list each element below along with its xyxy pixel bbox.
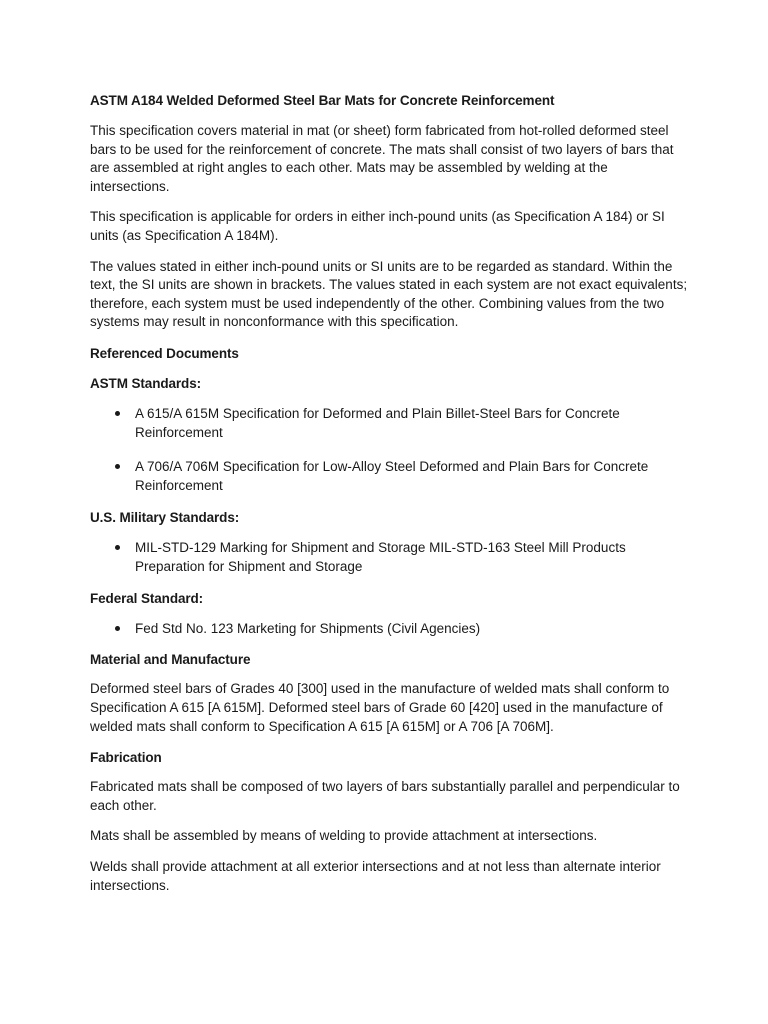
bullet-icon: [115, 464, 120, 469]
bullet-icon: [115, 411, 120, 416]
astm-standards-heading: ASTM Standards:: [90, 375, 202, 391]
list-item: [90, 404, 690, 443]
military-standards-heading: U.S. Military Standards:: [90, 509, 240, 525]
list-item: [90, 457, 690, 496]
list-item-text: Fed Std No. 123 Marketing for Shipments (Civil Agencies): [135, 620, 481, 636]
list-item: [90, 619, 690, 639]
astm-standards-list: [90, 404, 690, 496]
intro-paragraph: The values stated in either inch-pound units or SI units are to be regarded as standard. Within the text, the SI units are shown in brackets. The values stated in each system are not exact equivalents; therefore, each system must be used independently of the other. Combining values from the two systems may result in nonconformance with this specification.: [90, 258, 688, 330]
material-manufacture-heading: Material and Manufacture: [90, 652, 251, 668]
federal-standard-list: [90, 619, 690, 639]
document-page: [90, 91, 690, 907]
fabrication-paragraph: Welds shall provide attachment at all exterior intersections and at not less than alternate interior intersections.: [90, 859, 661, 893]
bullet-icon: [115, 545, 120, 550]
intro-paragraph: This specification covers material in mat (or sheet) form fabricated from hot-rolled deformed steel bars to be used for the reinforcement of concrete. The mats shall consist of two layers of bars that are assembled at right angles to each other. Mats may be assembled by welding at the intersections.: [90, 123, 674, 194]
material-paragraph: Deformed steel bars of Grades 40 [300] used in the manufacture of welded mats shall conform to Specification A 615 [A 615M]. Deformed steel bars of Grade 60 [420] used in the manufacture of welded mats shall conform to Specification A 615 [A 615M] or A 706 [A 706M].: [90, 681, 670, 734]
document-title: ASTM A184 Welded Deformed Steel Bar Mats for Concrete Reinforcement: [90, 93, 555, 108]
list-item-text: A 615/A 615M Specification for Deformed and Plain Billet-Steel Bars for Concrete Reinforcement: [135, 405, 620, 441]
bullet-icon: [115, 626, 120, 631]
military-standards-list: [90, 538, 690, 577]
fabrication-paragraph: Mats shall be assembled by means of welding to provide attachment at intersections.: [90, 828, 598, 844]
intro-paragraph: This specification is applicable for orders in either inch-pound units (as Specification A 184) or SI units (as Specification A 184M).: [90, 209, 665, 243]
fabrication-heading: Fabrication: [90, 750, 162, 766]
list-item-text: A 706/A 706M Specification for Low-Alloy Steel Deformed and Plain Bars for Concrete Reinforcement: [135, 458, 649, 494]
list-item-text: MIL-STD-129 Marking for Shipment and Storage MIL-STD-163 Steel Mill Products Preparation for Shipment and Storage: [135, 539, 626, 575]
fabrication-paragraph: Fabricated mats shall be composed of two layers of bars substantially parallel and perpendicular to each other.: [90, 779, 680, 813]
list-item: [90, 538, 690, 577]
federal-standard-heading: Federal Standard:: [90, 590, 204, 606]
referenced-documents-heading: Referenced Documents: [90, 345, 239, 361]
